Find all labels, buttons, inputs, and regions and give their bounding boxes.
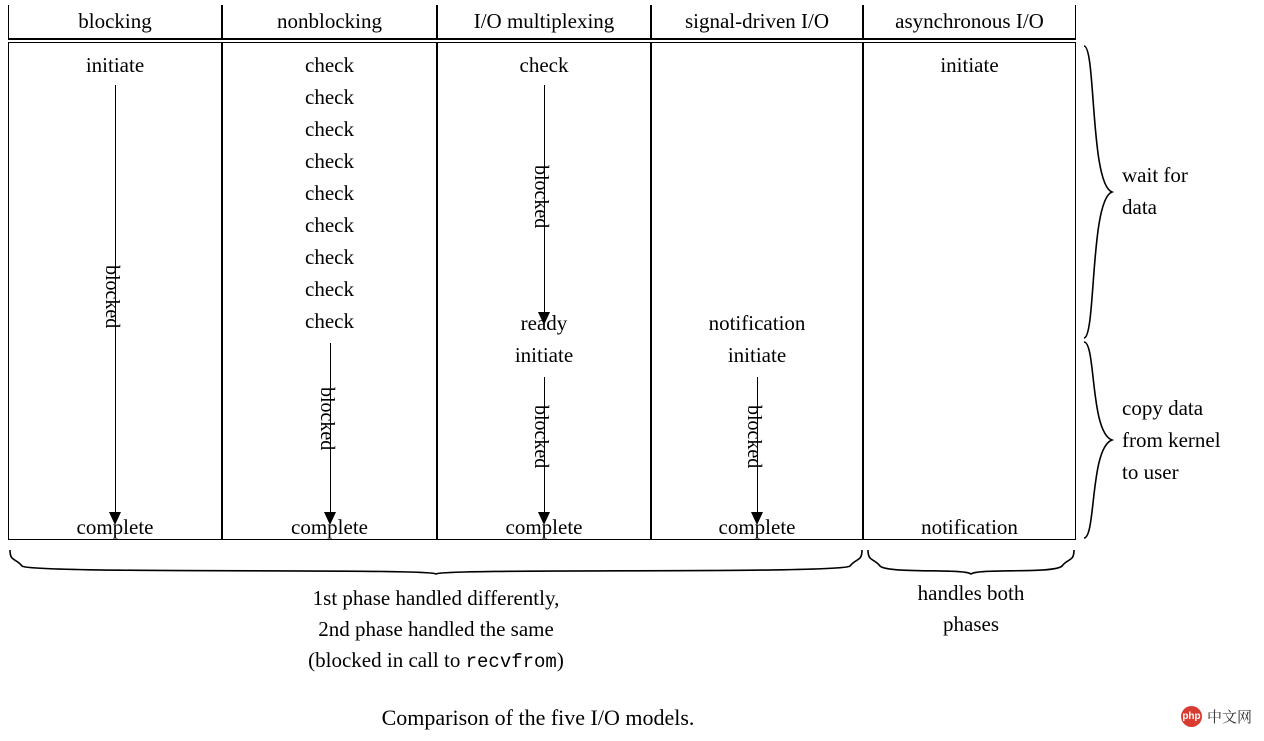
header-divider-thick xyxy=(8,38,1076,40)
figure-caption: Comparison of the five I/O models. xyxy=(381,705,695,730)
copy-data-text: copy data from kernel to user xyxy=(1122,396,1221,484)
async-notification-label: notification xyxy=(921,515,1018,539)
first-phase-brace xyxy=(8,548,864,576)
multiplexing-ready-label: ready xyxy=(520,311,568,335)
signal-blocked-arrow xyxy=(652,377,862,525)
column-header-io-multiplexing: I/O multiplexing xyxy=(437,5,651,38)
cell-signal-driven-io xyxy=(651,43,863,540)
multiplexing-blocked-arrow-1 xyxy=(438,85,650,325)
php-logo-icon: php xyxy=(1181,706,1202,727)
table-body-row xyxy=(8,43,1076,540)
cell-nonblocking xyxy=(222,43,437,540)
column-header-blocking: blocking xyxy=(8,5,222,38)
first-phase-text: 1st phase handled differently, 2nd phase handled the same (blocked in call to recvfrom) xyxy=(8,583,864,678)
handles-both-phases-brace xyxy=(866,548,1076,576)
wait-for-data-brace xyxy=(1082,44,1114,340)
nonblocking-check-label-6: check xyxy=(305,213,354,237)
cell-asynchronous-io xyxy=(863,43,1076,540)
signal-notification-label: notification xyxy=(708,311,806,335)
multiplexing-blocked-arrow-2 xyxy=(438,377,650,525)
nonblocking-check-label-4: check xyxy=(305,149,354,173)
nonblocking-check-label-9: check xyxy=(305,309,354,333)
column-header-asynchronous-io: asynchronous I/O xyxy=(863,5,1076,38)
blocking-complete-label: complete xyxy=(76,515,154,539)
column-header-signal-driven-io: signal-driven I/O xyxy=(651,5,863,38)
cell-io-multiplexing xyxy=(437,43,651,540)
blocking-initiate-label: initiate xyxy=(85,53,145,77)
nonblocking-check-label-1: check xyxy=(305,53,354,77)
multiplexing-arrow-label-2: blocked xyxy=(530,405,552,469)
nonblocking-check-label-2: check xyxy=(305,85,354,109)
watermark xyxy=(1181,706,1252,727)
multiplexing-complete-label: complete xyxy=(505,515,583,539)
blocking-arrow-label: blocked xyxy=(101,265,123,329)
nonblocking-check-label-3: check xyxy=(305,117,354,141)
multiplexing-arrow-label-1: blocked xyxy=(530,165,552,229)
table-header-row xyxy=(8,5,1076,38)
signal-complete-label: complete xyxy=(718,515,796,539)
handles-both-phases-text: handles both phases xyxy=(917,581,1025,636)
copy-data-brace xyxy=(1082,340,1114,540)
watermark-text: 中文网 xyxy=(1206,709,1252,726)
nonblocking-check-label-7: check xyxy=(305,245,354,269)
comparison-table xyxy=(8,5,1076,540)
column-header-nonblocking: nonblocking xyxy=(222,5,437,38)
signal-initiate-label: initiate xyxy=(727,343,787,367)
nonblocking-check-label-8: check xyxy=(305,277,354,301)
blocking-blocked-arrow xyxy=(9,85,221,525)
nonblocking-arrow-label: blocked xyxy=(315,387,338,451)
signal-arrow-label: blocked xyxy=(743,405,765,469)
cell-blocking xyxy=(8,43,222,540)
nonblocking-blocked-arrow xyxy=(223,343,436,525)
nonblocking-check-label-5: check xyxy=(305,181,354,205)
first-phase-paren-line: (blocked in call to recvfrom) xyxy=(308,648,564,673)
multiplexing-check-label: check xyxy=(519,53,569,77)
async-initiate-label: initiate xyxy=(940,53,999,77)
nonblocking-complete-label: complete xyxy=(291,515,368,539)
multiplexing-initiate-label: initiate xyxy=(514,343,574,367)
wait-for-data-text: wait for data xyxy=(1122,163,1188,219)
